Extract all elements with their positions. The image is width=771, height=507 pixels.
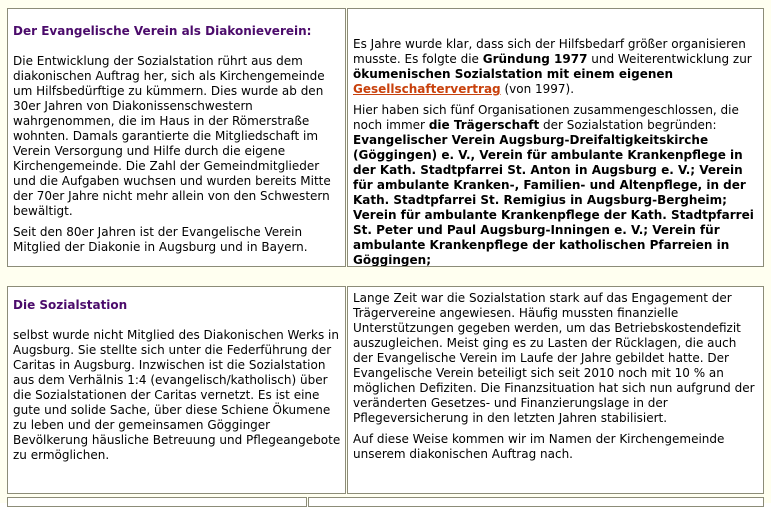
- traegerschaft-text-1: Hier haben sich fünf Organisationen zusammengeschlossen, die noch immer: [353, 103, 739, 132]
- cell-diakonieverein: [7, 8, 346, 267]
- diakonieverein-paragraph-2: Seit den 80er Jahren ist der Evangelische Verein Mitglied der Diakonie in Augsburg und in Bayern.: [13, 225, 308, 254]
- gruendung-text-2: und Weiterentwicklung zur: [587, 52, 752, 66]
- cell-next-row-left: [7, 497, 307, 507]
- cell-gruendung: [347, 8, 764, 267]
- cell-sozialstation: [7, 286, 346, 494]
- traegerschaft-paragraph: [353, 103, 759, 267]
- gruendung-year: Gründung 1977: [482, 52, 588, 66]
- gesellschaftervertrag-link[interactable]: Gesellschaftervertrag: [353, 82, 501, 96]
- finanzierung-paragraph-2: Auf diese Weise kommen wir im Namen der Kirchengemeinde unserem diakonischen Auftrag nach.: [353, 432, 725, 461]
- gruendung-text-3: (von 1997).: [500, 82, 575, 96]
- gruendung-text-1: Es Jahre wurde klar, dass sich der Hilfsbedarf größer organisieren musste. Es folgte die: [353, 37, 746, 66]
- finanzierung-paragraph-1: Lange Zeit war die Sozialstation stark auf das Engagement der Trägervereine angewiesen. Häufig mussten finanzielle Unterstützungen gegeben werden, um das Betriebskostendefizit auszugleichen. Meist ging es zu Lasten der Rücklagen, die auch der Evangelische Verein im Laufe der Jahre gebildet hatte. Der Evangelische Verein beteiligt sich seit 2010 noch mit 10 % an möglichen Defiziten. Die Finanzsituation hat sich nun aufgrund der veränderten Gesetzes- und Finanzierungslage in der Pflegeversicherung in den letzten Jahren stabilisiert.: [353, 291, 755, 425]
- oekumenische-sozialstation-text: ökumenischen Sozialstation mit einem eigenen: [353, 67, 674, 81]
- section-title-sozialstation: Die Sozialstation: [13, 298, 128, 312]
- sozialstation-paragraph: selbst wurde nicht Mitglied des Diakonischen Werks in Augsburg. Sie stellte sich unter die Federführung der Caritas in Augsburg. Inzwischen ist die Sozialstation aus dem Verhälnis 1:4 (evangelisch/katholisch) über die Sozialstationen der Caritas vernetzt. Es ist eine gute und solide Sache, über diese Schiene Ökumene zu leben und der gemeinsamen Gögginger Bevölkerung häusliche Betreuung und Pflegeangebote zu ermöglichen.: [13, 328, 341, 462]
- cell-finanzierung: [347, 286, 764, 494]
- section-title-diakonieverein: Der Evangelische Verein als Diakonieverein:: [13, 24, 312, 38]
- diakonieverein-paragraph-1: Die Entwicklung der Sozialstation rührt aus dem diakonischen Auftrag her, sich als Kirchengemeinde um Hilfsbedürftige zu kümmern. Dies wurde ab den 30er Jahren von Diakonissenschwestern wahrgenommen, die im Haus in der Römerstraße wohnten. Damals garantierte die Mitgliedschaft im Verein Versorgung und Hilfe durch die eigene Kirchengemeinde. Die Zahl der Gemeindmitglieder und die Aufgaben wuchsen und wurden bereits Mitte der 70er Jahre nicht mehr allein von den Schwestern bewältigt.: [13, 54, 331, 218]
- cell-next-row-right: [308, 497, 764, 507]
- traegerschaft-label: die Trägerschaft: [428, 118, 540, 132]
- gruendung-paragraph: [353, 9, 759, 97]
- traegerschaft-text-2: der Sozialstation begründen:: [539, 118, 717, 132]
- traeger-organisations-list: Evangelischer Verein Augsburg-Dreifaltigkeitskirche (Göggingen) e. V., Verein für ambulante Krankenpflege in der Kath. Stadtpfarrei St. Anton in Augsburg e. V.; Verein für ambulante Kranken-, Familien- und Altenpflege, in der Kath. Stadtpfarrei St. Remigius in Augsburg-Bergheim; Verein für ambulante Krankenpflege der Kath. Stadtpfarrei St. Peter und Paul Augsburg-Inningen e. V.; Verein für ambulante Krankenpflege der katholischen Pfarreien in Göggingen;: [353, 133, 754, 267]
